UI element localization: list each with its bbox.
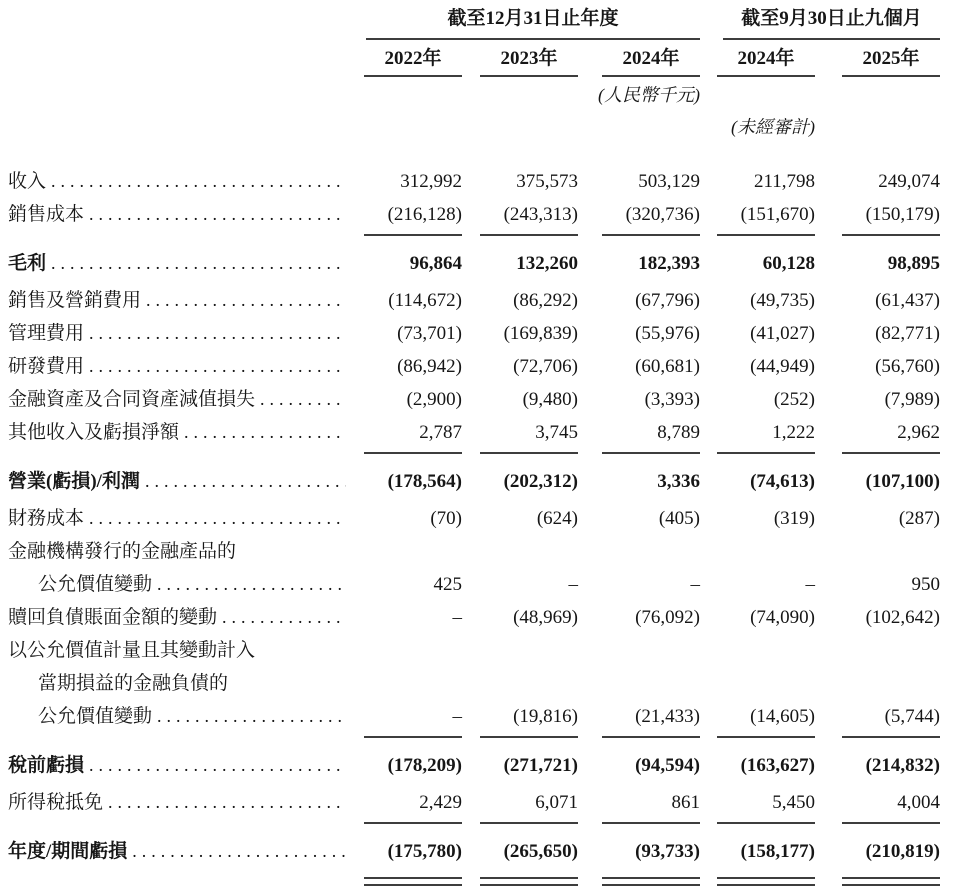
row-value: (158,177) <box>740 841 815 862</box>
year-header-row <box>0 42 960 77</box>
row-value: (163,627) <box>740 755 815 776</box>
row-value: 2,962 <box>897 422 940 443</box>
row-value: (44,949) <box>750 356 815 377</box>
row-label <box>0 247 352 280</box>
table-row <box>0 535 960 568</box>
row-value <box>462 667 578 700</box>
row-value: 425 <box>433 574 462 595</box>
row-value: 98,895 <box>887 253 940 274</box>
dot-leader <box>184 416 346 449</box>
currency-unit-note: (人民幣千元) <box>598 85 700 105</box>
audit-note-row <box>0 115 960 139</box>
row-value <box>815 667 940 700</box>
row-label-text: 財務成本 <box>8 508 85 529</box>
row-label <box>0 535 352 568</box>
row-value <box>352 535 462 568</box>
row-value: – <box>452 706 462 727</box>
dot-leader <box>146 284 346 317</box>
row-value <box>815 535 940 568</box>
year-header-2022: 2022年 <box>352 42 462 77</box>
period-group-annual <box>352 6 700 40</box>
dot-leader <box>89 502 346 535</box>
row-value: 3,336 <box>657 471 700 492</box>
row-value: (76,092) <box>635 607 700 628</box>
row-value: (70) <box>430 508 462 529</box>
table-row <box>0 786 960 819</box>
row-label <box>0 350 352 383</box>
row-value: (175,780) <box>387 841 462 862</box>
section-rule <box>0 822 960 824</box>
row-value: (7,989) <box>884 389 940 410</box>
row-label-text: 贖回負債賬面金額的變動 <box>8 607 218 628</box>
dot-leader <box>51 165 346 198</box>
year-header-2024-9m: 2024年 <box>700 42 815 77</box>
row-value: (9,480) <box>522 389 578 410</box>
row-value <box>700 535 815 568</box>
row-value: (319) <box>773 508 815 529</box>
dot-leader <box>157 700 346 733</box>
row-label <box>0 634 352 667</box>
row-value <box>815 634 940 667</box>
row-label-text: 銷售及營銷費用 <box>8 290 142 311</box>
table-body <box>0 165 960 886</box>
row-value: (73,701) <box>397 323 462 344</box>
row-value: 96,864 <box>409 253 462 274</box>
row-value: (210,819) <box>865 841 940 862</box>
dot-leader <box>89 350 346 383</box>
row-label-text: 稅前虧損 <box>8 755 85 776</box>
section-rule <box>0 452 960 454</box>
row-value: 132,260 <box>516 253 578 274</box>
row-value: (320,736) <box>625 204 700 225</box>
row-value: (214,832) <box>865 755 940 776</box>
row-value <box>462 634 578 667</box>
row-label-text: 年度/期間虧損 <box>8 841 128 862</box>
row-label-text: 金融資產及合同資產減值損失 <box>8 389 256 410</box>
row-value: 861 <box>671 792 700 813</box>
row-value: (56,760) <box>875 356 940 377</box>
dot-leader <box>89 198 346 231</box>
row-value: 249,074 <box>878 171 940 192</box>
table-row <box>0 634 960 667</box>
year-header-2025-9m: 2025年 <box>815 42 940 77</box>
row-value: (61,437) <box>875 290 940 311</box>
row-value: 4,004 <box>897 792 940 813</box>
row-value: (178,564) <box>387 471 462 492</box>
dot-leader <box>260 383 346 416</box>
row-value: (67,796) <box>635 290 700 311</box>
row-value: (405) <box>658 508 700 529</box>
row-value: (271,721) <box>503 755 578 776</box>
dot-leader <box>89 317 346 350</box>
row-label <box>0 568 352 601</box>
row-label-text: 管理費用 <box>8 323 85 344</box>
row-value: (243,313) <box>503 204 578 225</box>
row-value: (102,642) <box>865 607 940 628</box>
table-row <box>0 745 960 786</box>
row-label <box>0 786 352 819</box>
row-value: (86,292) <box>513 290 578 311</box>
row-label-text: 收入 <box>8 171 47 192</box>
dot-leader <box>132 835 346 868</box>
row-value: (82,771) <box>875 323 940 344</box>
row-value: (252) <box>773 389 815 410</box>
row-value <box>352 634 462 667</box>
row-label <box>0 317 352 350</box>
table-row <box>0 700 960 733</box>
table-row <box>0 350 960 383</box>
row-value: (93,733) <box>635 841 700 862</box>
row-value <box>700 634 815 667</box>
dot-leader <box>51 247 346 280</box>
row-value: (202,312) <box>503 471 578 492</box>
row-value <box>578 667 700 700</box>
row-label <box>0 383 352 416</box>
table-row <box>0 461 960 502</box>
table-row <box>0 831 960 872</box>
row-value: (265,650) <box>503 841 578 862</box>
row-value: 3,745 <box>535 422 578 443</box>
label-column-spacer <box>0 6 352 40</box>
row-label <box>0 165 352 198</box>
row-label <box>0 465 352 498</box>
row-value: (94,594) <box>635 755 700 776</box>
row-value: 2,429 <box>419 792 462 813</box>
unit-note-row <box>0 83 960 107</box>
table-row <box>0 601 960 634</box>
table-row <box>0 243 960 284</box>
row-value: (60,681) <box>635 356 700 377</box>
row-label-text: 毛利 <box>8 253 47 274</box>
row-label-text: 其他收入及虧損淨額 <box>8 422 180 443</box>
row-value: – <box>568 574 578 595</box>
row-value: (86,942) <box>397 356 462 377</box>
table-row <box>0 284 960 317</box>
row-value: (41,027) <box>750 323 815 344</box>
row-value <box>578 634 700 667</box>
row-value: (74,090) <box>750 607 815 628</box>
row-label-text: 營業(虧損)/利潤 <box>8 471 140 492</box>
row-value: (151,670) <box>740 204 815 225</box>
row-label <box>0 601 352 634</box>
row-value: 60,128 <box>762 253 815 274</box>
row-label <box>0 749 352 782</box>
table-row <box>0 502 960 535</box>
dot-leader <box>157 568 346 601</box>
row-value: 1,222 <box>772 422 815 443</box>
row-value: (114,672) <box>388 290 462 311</box>
row-label-text: 公允價值變動 <box>38 574 153 595</box>
section-rule <box>0 234 960 236</box>
row-value: (287) <box>898 508 940 529</box>
table-row <box>0 165 960 198</box>
double-rule <box>0 877 960 886</box>
row-value: 503,129 <box>638 171 700 192</box>
row-label-text: 所得稅抵免 <box>8 792 104 813</box>
row-value: 375,573 <box>516 171 578 192</box>
table-row <box>0 416 960 449</box>
table-row <box>0 568 960 601</box>
table-row <box>0 198 960 231</box>
period-group-header-row <box>0 6 960 40</box>
row-label <box>0 416 352 449</box>
row-label-text: 銷售成本 <box>8 204 85 225</box>
row-value <box>700 667 815 700</box>
row-value: 312,992 <box>400 171 462 192</box>
row-value: (216,128) <box>387 204 462 225</box>
row-value: (3,393) <box>644 389 700 410</box>
year-header-2023: 2023年 <box>462 42 578 77</box>
section-rule <box>0 736 960 738</box>
row-value: (107,100) <box>865 471 940 492</box>
label-column-spacer <box>0 42 352 77</box>
unaudited-note: (未經審計) <box>731 117 815 137</box>
row-label <box>0 667 352 700</box>
row-value: (55,976) <box>635 323 700 344</box>
row-value: (178,209) <box>387 755 462 776</box>
row-value: (14,605) <box>750 706 815 727</box>
table-row <box>0 317 960 350</box>
year-header-2024: 2024年 <box>578 42 700 77</box>
row-label <box>0 502 352 535</box>
row-value: (169,839) <box>503 323 578 344</box>
period-group-annual-title: 截至12月31日止年度 <box>366 6 700 40</box>
row-value <box>352 667 462 700</box>
row-value: (48,969) <box>513 607 578 628</box>
row-label <box>0 284 352 317</box>
dot-leader <box>89 749 346 782</box>
row-value <box>578 535 700 568</box>
row-label-text: 金融機構發行的金融產品的 <box>8 541 237 562</box>
row-value: 211,798 <box>753 171 815 192</box>
row-label <box>0 198 352 231</box>
row-value: (49,735) <box>750 290 815 311</box>
row-label-text: 公允價值變動 <box>38 706 153 727</box>
dot-leader <box>108 786 346 819</box>
row-value: 2,787 <box>419 422 462 443</box>
row-label-text: 以公允價值計量且其變動計入 <box>8 640 256 661</box>
row-value: 182,393 <box>638 253 700 274</box>
row-value: (2,900) <box>406 389 462 410</box>
row-value: 6,071 <box>535 792 578 813</box>
table-row <box>0 383 960 416</box>
row-value: 950 <box>911 574 940 595</box>
row-label-text: 當期損益的金融負債的 <box>38 673 229 694</box>
row-value: (21,433) <box>635 706 700 727</box>
row-value: 8,789 <box>657 422 700 443</box>
row-value: 5,450 <box>772 792 815 813</box>
table-row <box>0 667 960 700</box>
period-group-interim-title: 截至9月30日止九個月 <box>723 6 940 40</box>
dot-leader <box>145 465 346 498</box>
period-group-interim <box>700 6 940 40</box>
row-label <box>0 835 352 868</box>
dot-leader <box>222 601 346 634</box>
row-value: (19,816) <box>513 706 578 727</box>
row-value: (74,613) <box>750 471 815 492</box>
row-value: (72,706) <box>513 356 578 377</box>
row-value: – <box>805 574 815 595</box>
row-value: (5,744) <box>884 706 940 727</box>
row-value: (624) <box>536 508 578 529</box>
row-value: – <box>452 607 462 628</box>
row-label-text: 研發費用 <box>8 356 85 377</box>
row-value: – <box>690 574 700 595</box>
row-label <box>0 700 352 733</box>
row-value: (150,179) <box>865 204 940 225</box>
row-value <box>462 535 578 568</box>
